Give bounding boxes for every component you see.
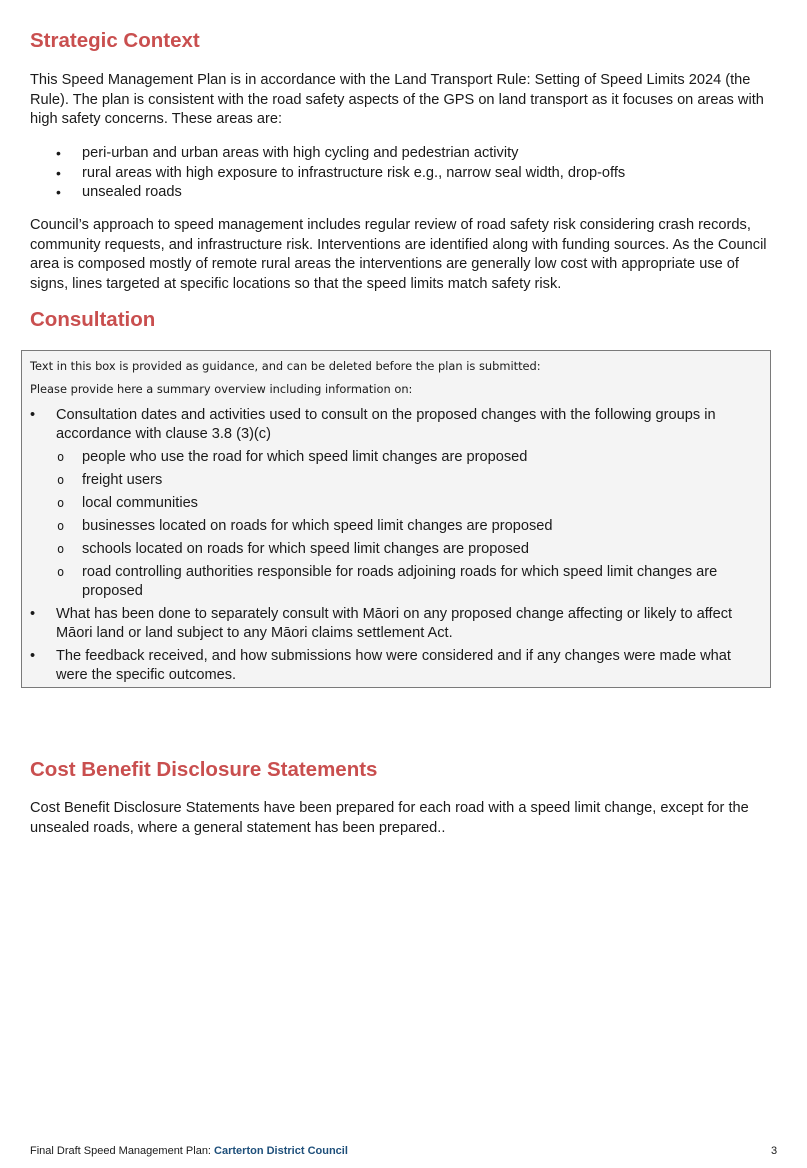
footer-council-name: Carterton District Council xyxy=(214,1145,348,1157)
list-item: o road controlling authorities responsible for roads adjoining roads for which speed limit changes are proposed xyxy=(56,563,762,601)
page-number: 3 xyxy=(771,1145,778,1157)
consultation-heading: Consultation xyxy=(30,308,156,331)
safety-areas-list xyxy=(30,144,770,203)
list-item: o schools located on roads for which speed limit changes are proposed xyxy=(56,540,762,559)
list-item: o freight users xyxy=(56,471,762,490)
cost-benefit-paragraph: Cost Benefit Disclosure Statements have been prepared for each road with a speed limit change, except for the unsealed roads, where a general statement has been prepared.. xyxy=(30,800,749,836)
list-item: o businesses located on roads for which speed limit changes are proposed xyxy=(56,517,762,536)
strategic-context-heading: Strategic Context xyxy=(30,29,200,52)
summary-note: Please provide here a summary overview including information on: xyxy=(30,382,413,396)
list-item: o local communities xyxy=(56,494,762,513)
guidance-box xyxy=(21,350,771,688)
list-item: • The feedback received, and how submissions how were considered and if any changes were made what were the specific outcomes. xyxy=(22,647,762,685)
list-item: • rural areas with high exposure to infrastructure risk e.g., narrow seal width, drop-offs xyxy=(30,164,770,184)
footer-label: Final Draft Speed Management Plan: xyxy=(30,1145,215,1157)
consultation-list xyxy=(22,406,762,689)
list-item: • What has been done to separately consult with Māori on any proposed change affecting or likely to affect Māori land or land subject to any Māori claims settlement Act. xyxy=(22,605,762,643)
list-item: o people who use the road for which speed limit changes are proposed xyxy=(56,448,762,467)
guidance-note: Text in this box is provided as guidance, and can be deleted before the plan is submitted: xyxy=(30,359,541,373)
list-item: • unsealed roads xyxy=(30,183,770,203)
page-footer xyxy=(30,1145,348,1157)
strategic-intro-paragraph: This Speed Management Plan is in accordance with the Land Transport Rule: Setting of Speed Limits 2024 (the Rule). The plan is consistent with the road safety aspects of the GPS on land transport as it focuses on areas with high safety concerns. These areas are: xyxy=(30,72,764,128)
consultation-groups-list xyxy=(56,448,762,601)
list-item: • peri-urban and urban areas with high cycling and pedestrian activity xyxy=(30,144,770,164)
list-item xyxy=(22,406,762,601)
council-approach-paragraph: Council’s approach to speed management includes regular review of road safety risk considering crash records, community requests, and infrastructure risk. Interventions are identified along with funding sources. As the Council area is composed mostly of remote rural areas the interventions are generally low cost with appropriate use of signs, lines targeted at specific locations so that the speed limits match safety risk. xyxy=(30,217,767,292)
cost-benefit-heading: Cost Benefit Disclosure Statements xyxy=(30,758,378,781)
consultation-dates-text: Consultation dates and activities used to consult on the proposed changes with the following groups in accordance with clause 3.8 (3)(c) xyxy=(56,407,716,442)
